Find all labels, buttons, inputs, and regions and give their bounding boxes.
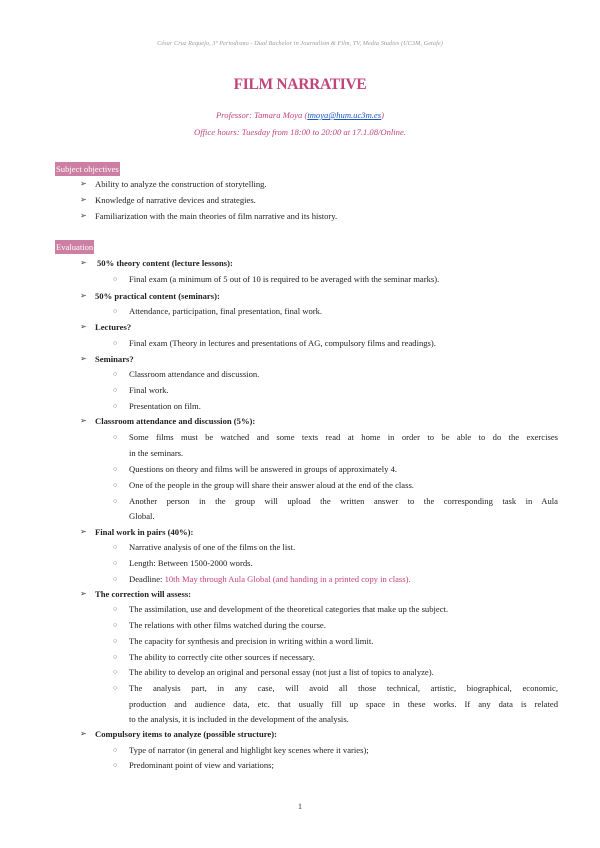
section-heading-evaluation: Evaluation [56,242,94,252]
professor-email-link[interactable]: tmoya@hum.uc3m.es [307,110,382,120]
office-hours: Office hours: Tuesday from 18:00 to 20:00 at 17.1.08/Online. [194,127,406,137]
circle-bullet-icon: ○ [113,575,118,583]
circle-bullet-icon: ○ [113,497,118,505]
arrow-bullet-icon: ➢ [80,729,87,738]
section-heading-objectives: Subject objectives [56,164,119,174]
circle-bullet-icon: ○ [113,637,118,645]
circle-bullet-icon: ○ [113,386,118,394]
arrow-bullet-icon: ➢ [80,211,87,220]
page-number: 1 [298,802,302,811]
circle-bullet-icon: ○ [113,339,118,347]
circle-bullet-icon: ○ [113,605,118,613]
arrow-bullet-icon: ➢ [80,258,87,267]
circle-bullet-icon: ○ [113,559,118,567]
arrow-bullet-icon: ➢ [80,322,87,331]
page-title: FILM NARRATIVE [233,76,367,93]
circle-bullet-icon: ○ [113,481,118,489]
arrow-bullet-icon: ➢ [80,354,87,363]
circle-bullet-icon: ○ [113,433,118,441]
professor-suffix: ) [381,110,384,120]
circle-bullet-icon: ○ [113,653,118,661]
circle-bullet-icon: ○ [113,402,118,410]
arrow-bullet-icon: ➢ [80,527,87,536]
deadline-value: 10th May through Aula Global (and handing in a printed copy in class). [164,574,411,584]
circle-bullet-icon: ○ [113,684,118,692]
circle-bullet-icon: ○ [113,275,118,283]
professor-name: Professor: Tamara Moya ( [216,110,308,120]
circle-bullet-icon: ○ [113,465,118,473]
professor-line [0,110,600,120]
arrow-bullet-icon: ➢ [80,291,87,300]
arrow-bullet-icon: ➢ [80,416,87,425]
circle-bullet-icon: ○ [113,746,118,754]
arrow-bullet-icon: ➢ [80,589,87,598]
document-page: César Cruz Requejo, 3º Periodismo - Dual Bachelor in Journalism & Film, TV, Media Studies (UC3M, Getafe) FILM NARRATIVE Professor: Tamara Moya (tmoya@hum.uc3m.es) Office hours: Tuesday from 18:00 to 20:00 at 17.1.08/Online. Subject objectives ➢ Ability to analyze the construction of storytelling. ➢ Knowledge of narrative devices and strategies. ➢ Familiarization with the main theories of film narrative and its history. Evaluation ➢ 50% theory content (lecture lessons): ○ Final exam (a minimum of 5 out of 10 is required to be averaged with the seminar marks). ➢ 50% practical content (seminars): ○ Attendance, participation, final presentation, final work. ➢ Lectures? ○ Final exam (Theory in lectures and presentations of AG, compulsory films and readings). ➢ Seminars? ○ Classroom attendance and discussion. ○ Final work. ○ Presentation on film. ➢ Classroom attendance and discussion (5%): ○ Some films must be watched and some texts read at home in order to be able to do the exercises in the seminars. ○ Questions on theory and films will be answered in groups of approximately 4. ○ One of the people in the group will share their answer aloud at the end of the class. ○ Another person in the group will upload the written answer to the corresponding task in Aula Global. ➢ Final work in pairs (40%): ○ Narrative analysis of one of the films on the list. ○ Length: Between 1500-2000 words. ○ Deadline: 10th May through Aula Global (and handing in a printed copy in class). ➢ The correction will assess: ○ The assimilation, use and development of the theoretical categories that make up the subject. ○ The relations with other films watched during the course. ○ The capacity for synthesis and precision in writing within a word limit. ○ The ability to correctly cite other sources if necessary. ○ The ability to develop an original and personal essay (not just a list of topics to analyze). ○ The analysis part, in any case, will avoid all those technical, artistic, biographical, economic, production and audience data, etc. that usually fill up space in these works. If any data is related to the analysis, it is included in the development of the analysis. ➢ Compulsory items to analyze (possible structure): ○ Type of narrator (in general and highlight key scenes where it varies); ○ Predominant point of view and variations; 1 [0,0,600,848]
circle-bullet-icon: ○ [113,543,118,551]
arrow-bullet-icon: ➢ [80,195,87,204]
arrow-bullet-icon: ➢ [80,179,87,188]
circle-bullet-icon: ○ [113,370,118,378]
circle-bullet-icon: ○ [113,307,118,315]
circle-bullet-icon: ○ [113,761,118,769]
running-header: César Cruz Requejo, 3º Periodismo - Dual Bachelor in Journalism & Film, TV, Media Studies (UC3M, Getafe) [157,40,443,47]
circle-bullet-icon: ○ [113,668,118,676]
circle-bullet-icon: ○ [113,621,118,629]
